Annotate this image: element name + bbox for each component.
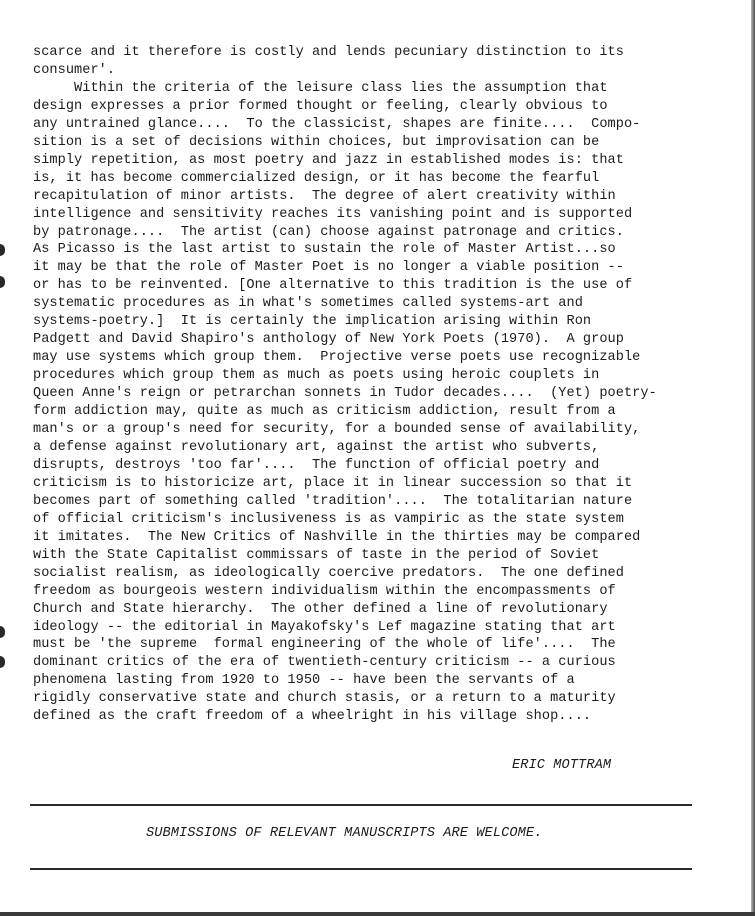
horizontal-rule-bottom: [30, 868, 692, 870]
author-signature: ERIC MOTTRAM: [512, 758, 612, 773]
binding-hole-mark: [0, 626, 5, 638]
binding-hole-mark: [0, 244, 5, 256]
binding-hole-mark: [0, 656, 5, 668]
article-body: scarce and it therefore is costly and lends pecuniary distinction to its consumer'. Within the criteria of the leisure class lies the assumption that design expresses a prior formed thought or feeling, clearly obvious to any untrained glance.... To the classicist, shapes are finite.... Compo- sition is a set of decisions within choices, but improvisation can be simply repetition, as most poetry and jazz in established modes is: that is, it has become commercialized design, or it has become the fearful recapitulation of minor artists. The degree of alert creativity within intelligence and sensitivity reaches its vanishing point and is supported by patronage.... The artist (can) choose against patronage and critics. As Picasso is the last artist to sustain the role of Master Artist...so it may be that the role of Master Poet is no longer a viable position -- or has to be reinvented. [One alternative to this tradition is the use of systematic procedures as in what's sometimes called systems-art and systems-poetry.] It is certainly the implication arising within Ron Padgett and David Shapiro's anthology of New York Poets (1970). A group may use systems which group them. Projective verse poets use recognizable procedures which group them as much as poets using heroic couplets in Queen Anne's reign or petrarchan sonnets in Tudor decades.... (Yet) poetry- form addiction may, quite as much as criticism addiction, result from a man's or a group's need for security, for a bounded sense of availability, a defense against revolutionary art, against the artist who subverts, disrupts, destroys 'too far'.... The function of official poetry and criticism is to historicize art, place it in linear succession so that it becomes part of something called 'tradition'.... The totalitarian nature of official criticism's inclusiveness is as vampiric as the state system it imitates. The New Critics of Nashville in the thirties may be compared with the State Capitalist commissars of taste in the period of Soviet socialist realism, as ideologically coercive predators. The one defined freedom as bourgeois western individualism within the encompassments of Church and State hierarchy. The other defined a line of revolutionary ideology -- the editorial in Mayakofsky's Lef magazine stating that art must be 'the supreme formal engineering of the whole of life'.... The dominant critics of the era of twentieth-century criticism -- a curious phenomena lasting from 1920 to 1950 -- have been the servants of a rigidly conservative state and church stasis, or a return to a maturity defined as the craft freedom of a wheelright in his village shop....: [33, 45, 657, 725]
binding-hole-mark: [0, 276, 5, 288]
scan-edge-right: [751, 0, 755, 916]
submissions-notice: SUBMISSIONS OF RELEVANT MANUSCRIPTS ARE WELCOME.: [146, 826, 543, 841]
scan-edge-bottom: [0, 912, 755, 916]
horizontal-rule-top: [30, 804, 692, 806]
